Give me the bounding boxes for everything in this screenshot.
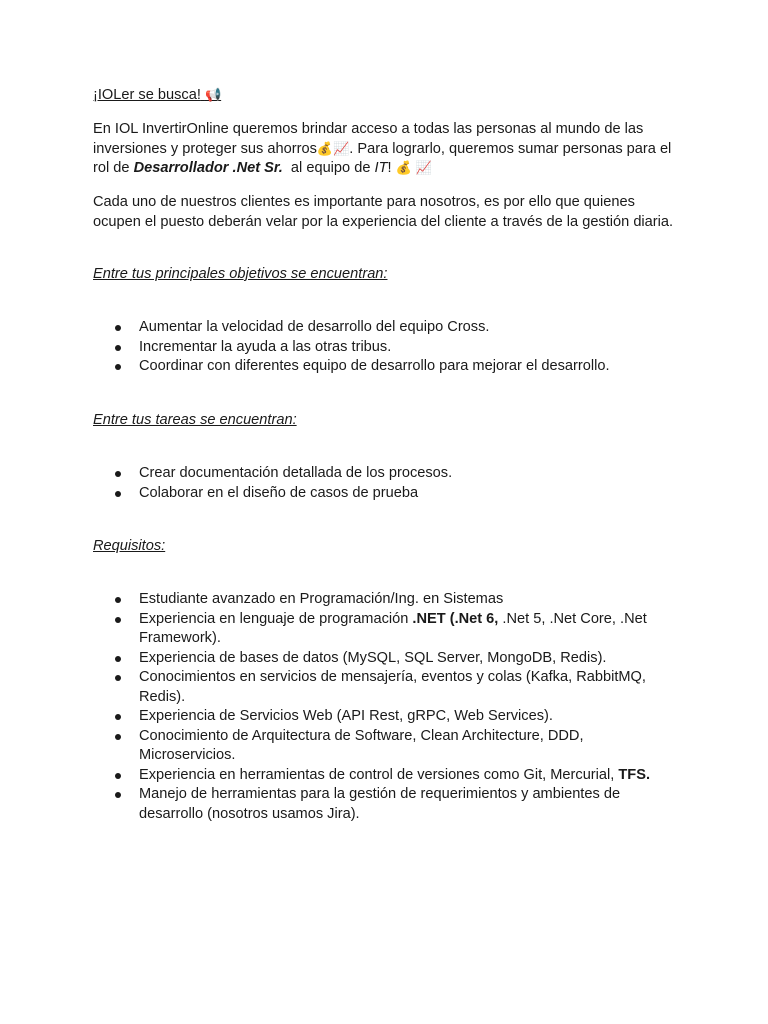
page-heading bbox=[93, 86, 683, 106]
list-item-text: Experiencia en herramientas de control de versiones como Git, Mercurial, bbox=[139, 766, 619, 783]
list-item bbox=[93, 464, 683, 484]
money-chart-icon: 💰📈 bbox=[316, 141, 350, 157]
list-item-text: Experiencia de Servicios Web (API Rest, gRPC, Web Services). bbox=[139, 708, 553, 724]
bullet-icon bbox=[115, 675, 121, 681]
list-item bbox=[93, 727, 653, 766]
requirements-list bbox=[93, 590, 653, 824]
list-item-text: Manejo de herramientas para la gestión de requerimientos y ambientes de desarrollo (nosotros usamos Jira). bbox=[139, 786, 621, 822]
list-item-text: Aumentar la velocidad de desarrollo del equipo Cross. bbox=[139, 319, 490, 335]
list-item bbox=[93, 338, 683, 358]
list-item bbox=[93, 318, 683, 338]
list-item-text: Experiencia en lenguaje de programación bbox=[139, 610, 413, 627]
bullet-icon bbox=[115, 773, 121, 779]
heading-text: ¡IOLer se busca! bbox=[93, 87, 201, 103]
list-item bbox=[93, 357, 683, 377]
bullet-icon bbox=[115, 597, 121, 603]
list-item bbox=[93, 484, 683, 504]
role-name: Desarrollador .Net Sr. bbox=[133, 160, 283, 176]
bullet-icon bbox=[115, 714, 121, 720]
list-item bbox=[93, 707, 653, 727]
objectives-list bbox=[93, 318, 683, 377]
dotnet-bold-text: .NET (.Net 6, bbox=[412, 610, 499, 627]
intro-text-3: al equipo de bbox=[282, 160, 375, 176]
tasks-title: Entre tus tareas se encuentran: bbox=[93, 412, 297, 428]
list-item bbox=[93, 590, 653, 610]
intro-text-2: . Para lograrlo, queremos sumar personas para el rol de bbox=[93, 140, 672, 176]
list-item bbox=[93, 766, 653, 786]
intro-text-1: En IOL InvertirOnline queremos brindar acceso a todas las personas al mundo de las inversiones y proteger sus ahorros bbox=[93, 121, 644, 157]
list-item-text: Conocimiento de Arquitectura de Software, Clean Architecture, DDD, Microservicios. bbox=[139, 727, 584, 763]
bullet-icon bbox=[115, 617, 121, 623]
intro-text-4: ! bbox=[387, 160, 396, 176]
list-item-text: Incrementar la ayuda a las otras tribus. bbox=[139, 338, 392, 355]
list-item bbox=[93, 610, 653, 649]
list-item bbox=[93, 785, 653, 824]
list-item-text-rest: .Net 5, .Net Core, .Net Framework). bbox=[139, 610, 647, 646]
tasks-list bbox=[93, 464, 683, 503]
list-item bbox=[93, 668, 653, 707]
bullet-icon bbox=[115, 792, 121, 798]
bullet-icon bbox=[115, 656, 121, 662]
money-chart-icon-2: 💰 📈 bbox=[395, 161, 433, 176]
megaphone-icon: 📢 bbox=[204, 88, 222, 103]
list-item bbox=[93, 649, 653, 669]
list-item-text: Crear documentación detallada de los procesos. bbox=[139, 465, 453, 481]
bullet-icon bbox=[115, 471, 121, 477]
list-item-text: Conocimientos en servicios de mensajería, eventos y colas (Kafka, RabbitMQ, Redis). bbox=[139, 669, 646, 705]
bullet-icon bbox=[115, 734, 121, 740]
list-item-text: Estudiante avanzado en Programación/Ing. en Sistemas bbox=[139, 591, 504, 607]
list-item-text: Coordinar con diferentes equipo de desarrollo para mejorar el desarrollo. bbox=[139, 358, 610, 374]
team-name: IT bbox=[374, 160, 388, 176]
bullet-icon bbox=[115, 325, 121, 331]
list-item-text: Colaborar en el diseño de casos de prueba bbox=[139, 484, 419, 501]
requirements-title: Requisitos: bbox=[93, 538, 166, 554]
bullet-icon bbox=[115, 364, 121, 370]
bullet-icon bbox=[115, 491, 121, 497]
bullet-icon bbox=[115, 345, 121, 351]
objectives-title: Entre tus principales objetivos se encuentran: bbox=[93, 266, 388, 282]
customer-paragraph: Cada uno de nuestros clientes es importante para nosotros, es por ello que quienes ocupen el puesto deberán velar por la experiencia del cliente a través de la gestión diaria. bbox=[93, 194, 674, 230]
tfs-bold-text: TFS. bbox=[618, 766, 651, 783]
intro-paragraph bbox=[93, 120, 683, 179]
list-item-text: Experiencia de bases de datos (MySQL, SQL Server, MongoDB, Redis). bbox=[139, 649, 607, 666]
